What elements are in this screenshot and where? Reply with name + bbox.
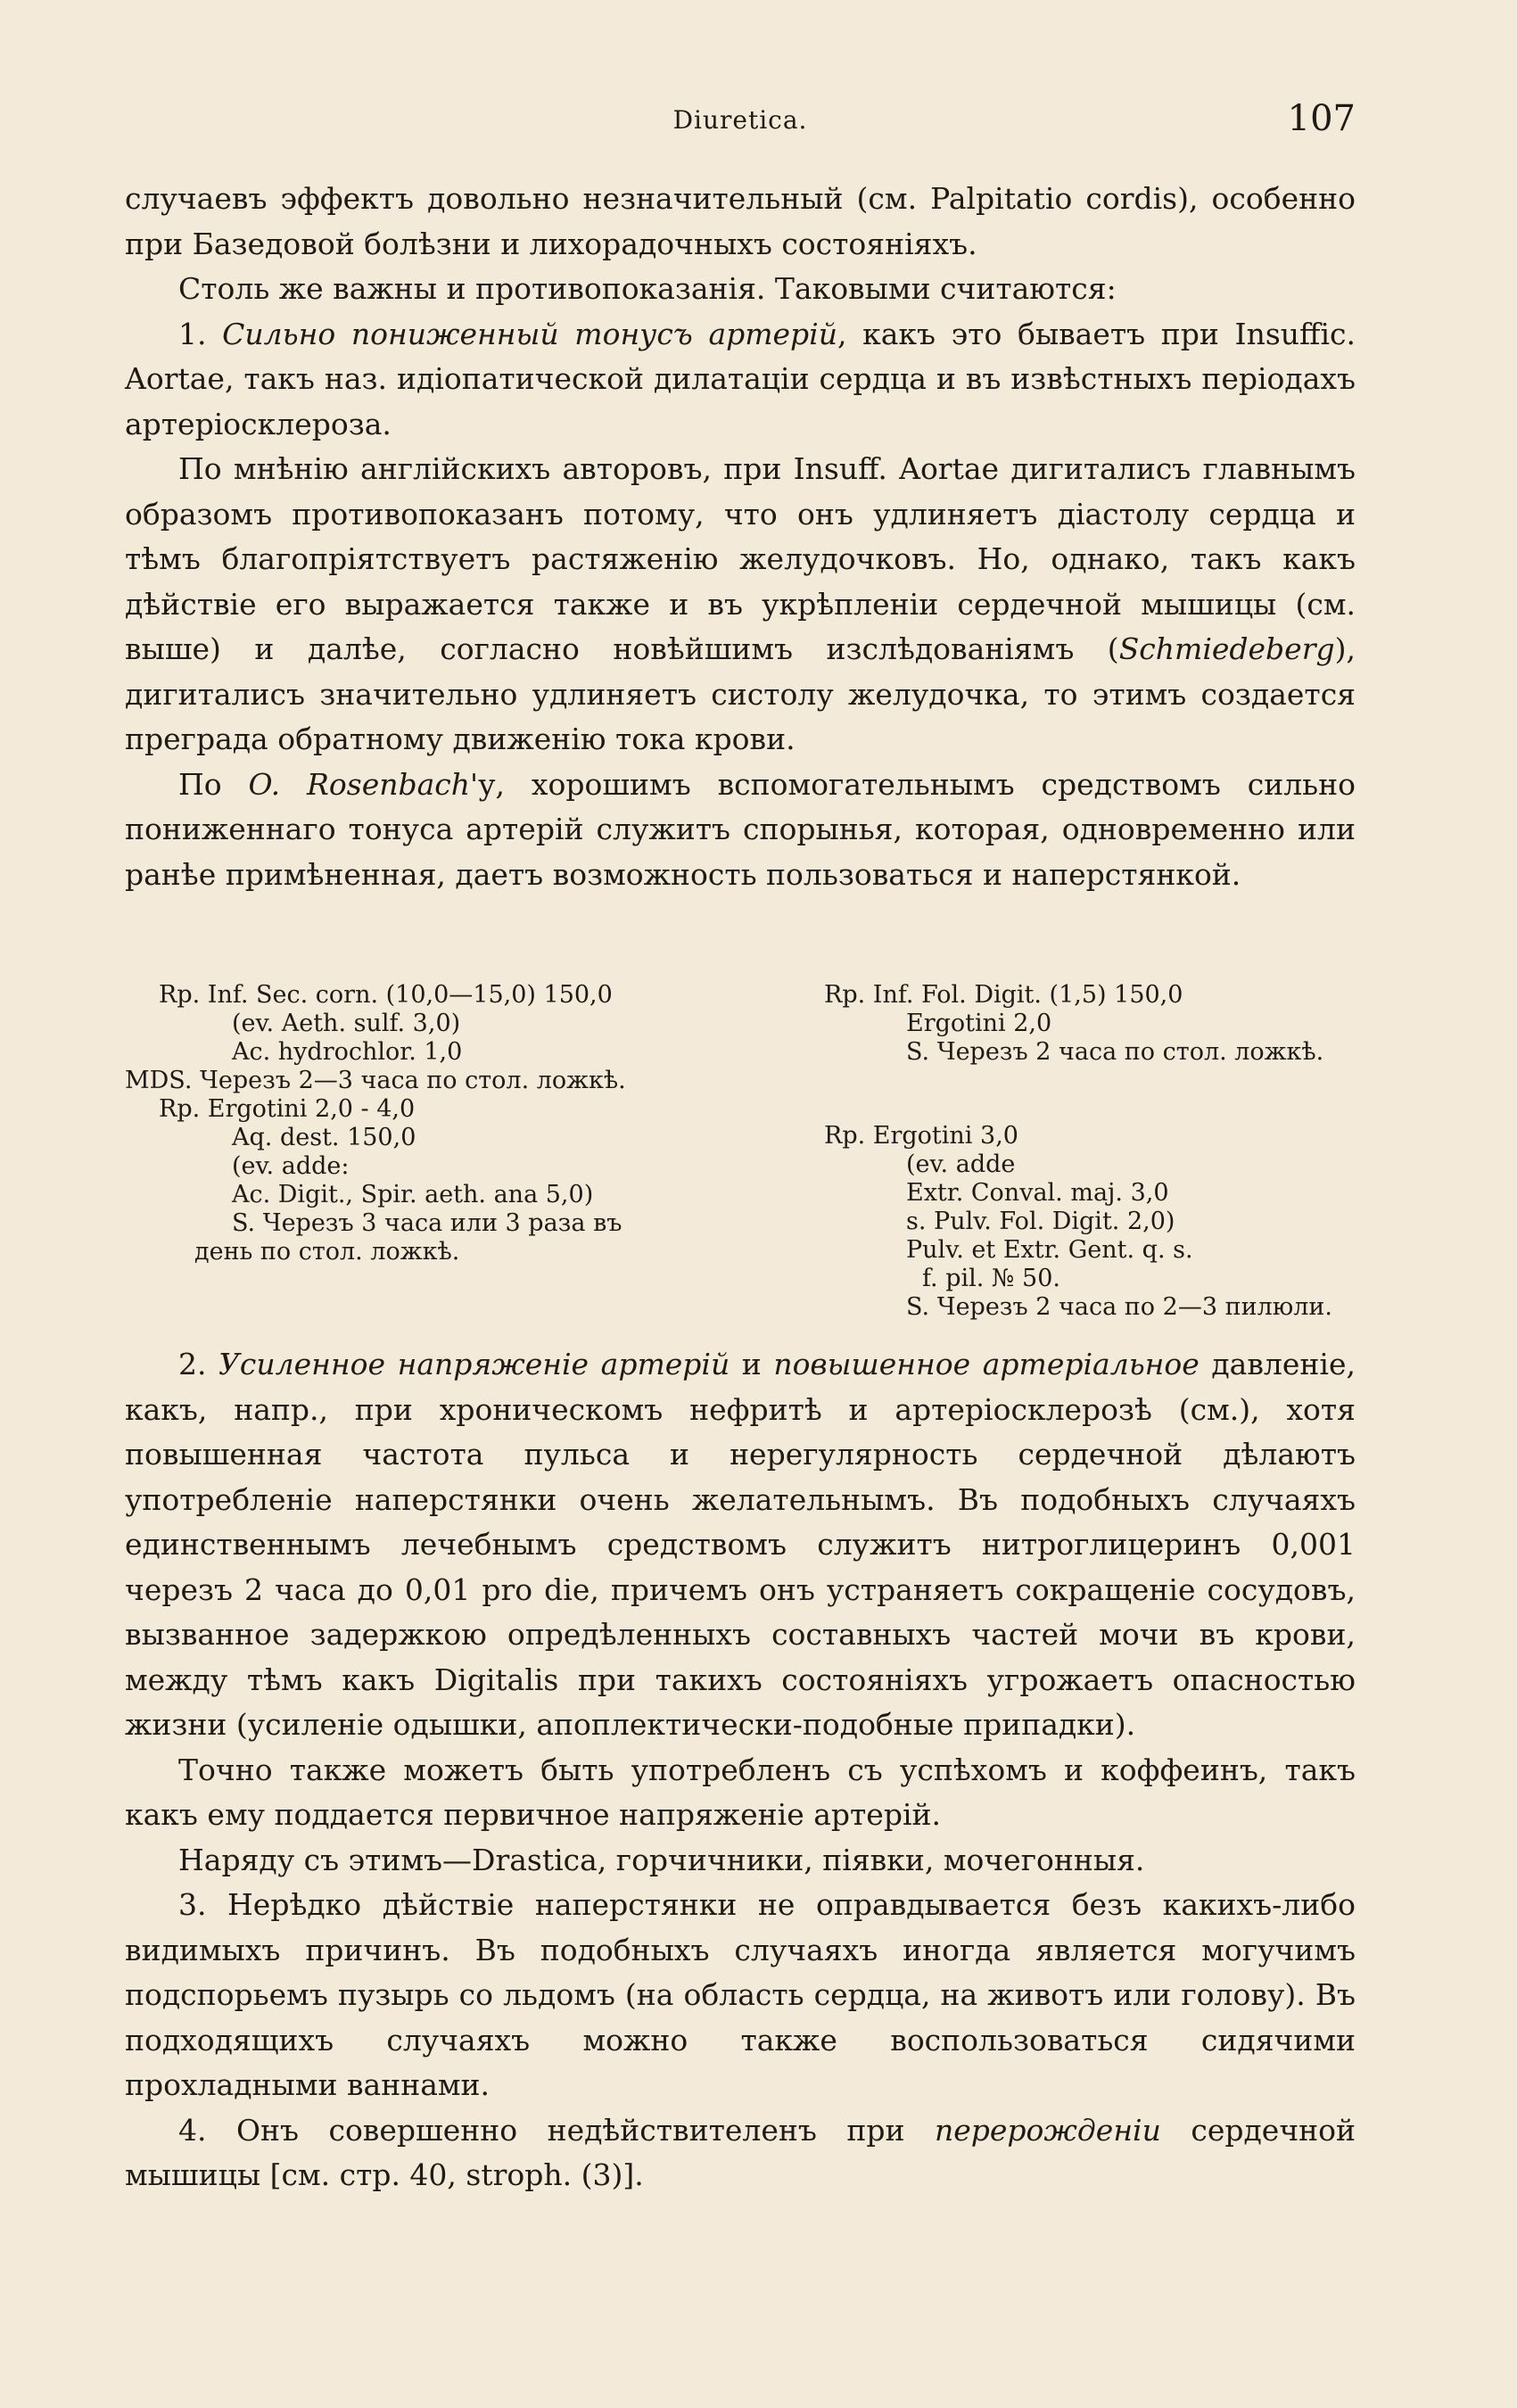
rx-line: Rp. Inf. Fol. Digit. (1,5) 150,0 bbox=[824, 981, 1183, 1009]
paragraph-rosenbach: По O. Rosenbach'у, хорошимъ вспомогательнымъ средствомъ сильно пониженнаго тонуса артерій служитъ спорынья, которая, одновременно или ранѣе примѣненная, даетъ возможность пользоваться и наперстянкой. bbox=[125, 766, 1356, 892]
rx-line: Rp. Ergotini 3,0 bbox=[824, 1122, 1018, 1150]
contraindication-item-1: 1. Сильно пониженный тонусъ артерій, какъ это бываетъ при Insuffic. Aortae, такъ наз. идіопатической дилатаціи сердца и въ извѣстныхъ періодахъ артеріосклероза. bbox=[125, 316, 1356, 441]
rx-line: S. Черезъ 2 часа по стол. ложкѣ. bbox=[906, 1038, 1324, 1066]
emphasis-text: Усиленное напряженіе артерій bbox=[218, 1347, 730, 1381]
contraindication-item-2: 2. Усиленное напряженіе артерій и повышенное артеріальное давленіе, какъ, напр., при хроническомъ нефритѣ и артеріосклерозѣ (см.), хотя повышенная частота пульса и нерегулярность сердечной дѣлаютъ употребленіе наперстянки очень желательнымъ. Въ подобныхъ случаяхъ единственнымъ лечебнымъ средствомъ служитъ нитроглицеринъ 0,001 черезъ 2 часа до 0,01 pro die, причемъ онъ устраняетъ сокращеніе сосудовъ, вызванное задержкою опредѣленныхъ составныхъ частей мочи въ крови, между тѣмъ какъ Digitalis при такихъ состояніяхъ угрожаетъ опасностью жизни (усиленіе одышки, апоплектически-подобные припадки). bbox=[125, 1347, 1356, 1742]
emphasis-text: Сильно пониженный тонусъ артерій bbox=[222, 316, 837, 351]
running-header bbox=[125, 98, 1356, 143]
rx-line: Extr. Conval. maj. 3,0 bbox=[906, 1179, 1169, 1207]
rx-line: день по стол. ложкѣ. bbox=[194, 1238, 460, 1266]
author-name: O. Rosenbach bbox=[248, 766, 471, 802]
rx-line: Rp. Ergotini 2,0 - 4,0 bbox=[159, 1095, 416, 1123]
prescriptions-block bbox=[125, 981, 1373, 1329]
paragraph-drastica: Наряду съ этимъ—Drastica, горчичники, піявки, мочегонныя. bbox=[178, 1842, 1145, 1877]
contraindication-item-3: 3. Нерѣдко дѣйствіе наперстянки не оправдывается безъ какихъ-либо видимыхъ причинъ. Въ подобныхъ случаяхъ иногда является могучимъ подспорьемъ пузырь со льдомъ (на область сердца, на животъ или голову). Въ подходящихъ случаяхъ можно также воспользоваться сидячими прохладными ваннами. bbox=[125, 1887, 1356, 2102]
paragraph-caffeine: Точно также можетъ быть употребленъ съ успѣхомъ и коффеинъ, такъ какъ ему поддается первичное напряженіе артерій. bbox=[125, 1752, 1356, 1832]
rx-line: S. Черезъ 3 часа или 3 раза въ bbox=[232, 1209, 622, 1237]
rx-line: S. Черезъ 2 часа по 2—3 пилюли. bbox=[906, 1293, 1332, 1321]
rx-line: (ev. Aeth. sulf. 3,0) bbox=[232, 1010, 461, 1037]
emphasis-text: повышенное артеріальное bbox=[773, 1347, 1200, 1381]
rx-line: Ergotini 2,0 bbox=[906, 1010, 1052, 1037]
paragraph-english-authors: По мнѣнію англійскихъ авторовъ, при Insuff. Aortae дигиталисъ главнымъ образомъ противопоказанъ потому, что онъ удлиняетъ діастолу сердца и тѣмъ благопріятствуетъ растяженію желудочковъ. Но, однако, такъ какъ дѣйствіе его выражается также и въ укрѣпленіи сердечной мышицы (см. выше) и далѣе, согласно новѣйшимъ изслѣдованіямъ (Schmiedeberg), дигиталисъ значительно удлиняетъ систолу желудочка, то этимъ создается преграда обратному движенію тока крови. bbox=[125, 451, 1356, 756]
rx-line: (ev. adde: bbox=[232, 1152, 350, 1180]
emphasis-text: перерожденіи bbox=[934, 2112, 1161, 2148]
page-number: 107 bbox=[1287, 98, 1356, 139]
prescriptions-right-column bbox=[824, 981, 1395, 1322]
paragraph-continuation: случаевъ эффектъ довольно незначительный (см. Palpitatio cordis), особенно при Базедовой болѣзни и лихорадочныхъ состояніяхъ. bbox=[125, 181, 1356, 261]
author-name: Schmiedeberg bbox=[1118, 631, 1335, 666]
rx-line: Ac. Digit., Spir. aeth. ana 5,0) bbox=[232, 1181, 594, 1208]
rx-line: s. Pulv. Fol. Digit. 2,0) bbox=[906, 1208, 1175, 1235]
rx-line: Ac. hydrochlor. 1,0 bbox=[232, 1038, 463, 1066]
running-title: Diuretica. bbox=[672, 105, 808, 135]
rx-line: Pulv. et Extr. Gent. q. s. bbox=[906, 1236, 1193, 1264]
rx-line: Rp. Inf. Sec. corn. (10,0—15,0) 150,0 bbox=[159, 981, 613, 1009]
prescriptions-left-column bbox=[125, 981, 854, 1266]
rx-line: Aq. dest. 150,0 bbox=[232, 1124, 416, 1151]
rx-line: (ev. adde bbox=[906, 1150, 1016, 1178]
paragraph-contraindications-intro: Столь же важны и противопоказанія. Таковыми считаются: bbox=[178, 271, 1117, 306]
rx-line: MDS. Черезъ 2—3 часа по стол. ложкѣ. bbox=[125, 1067, 626, 1094]
body-text-lower bbox=[125, 1342, 1356, 2198]
body-text-upper bbox=[125, 177, 1356, 897]
rx-line: f. pil. № 50. bbox=[922, 1265, 1060, 1292]
contraindication-item-4: 4. Онъ совершенно недѣйствителенъ при перерожденіи сердечной мышицы [см. стр. 40, stroph. (3)]. bbox=[125, 2112, 1356, 2192]
